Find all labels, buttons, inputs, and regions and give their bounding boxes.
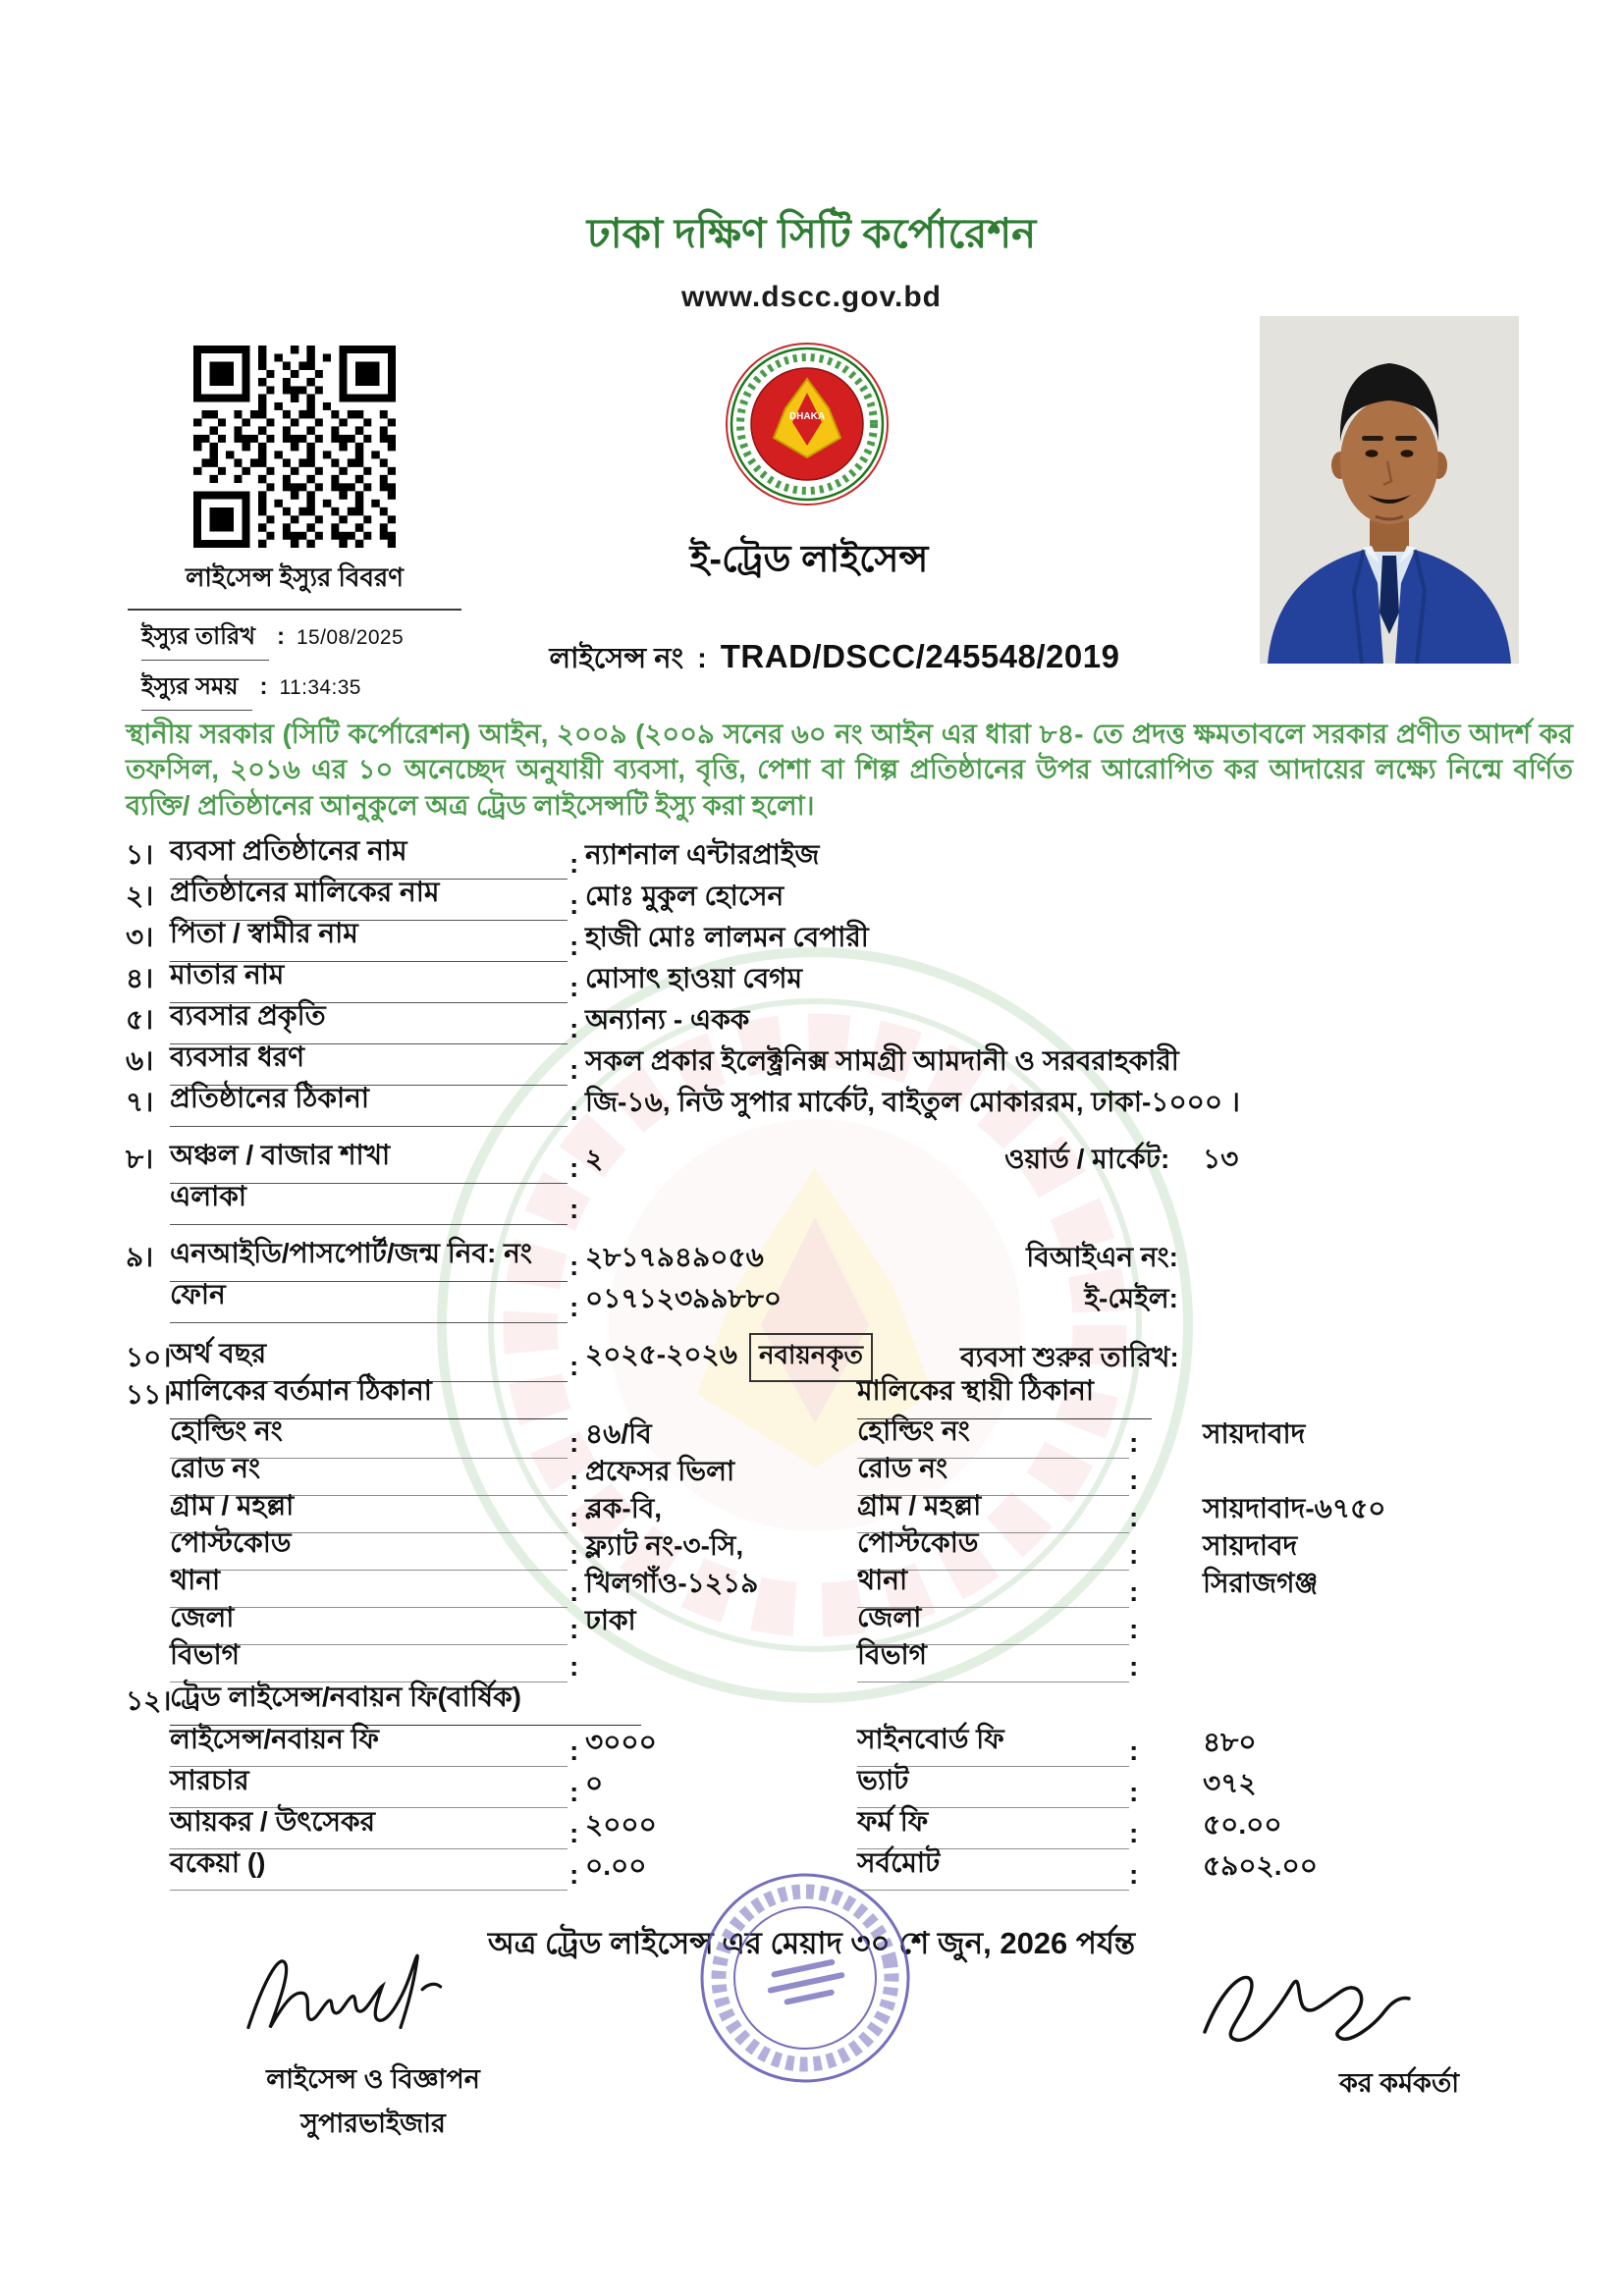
field-label: মাতার নাম bbox=[170, 953, 568, 1003]
fee-value: ৪৮০ bbox=[1203, 1727, 1257, 1757]
fee-label: সর্বমোট bbox=[857, 1842, 1129, 1891]
colon-separator: : bbox=[569, 1013, 579, 1043]
field-value: হাজী মোঃ লালমন বেপারী bbox=[585, 922, 869, 952]
colon-separator: : bbox=[569, 1251, 579, 1281]
field-label: পিতা / স্বামীর নাম bbox=[170, 912, 568, 962]
field-number: ৩। bbox=[126, 922, 154, 952]
field-number: ৯। bbox=[126, 1242, 154, 1272]
license-no-label: লাইসেন্স নং bbox=[549, 643, 684, 674]
field-label: ব্যবসা প্রতিষ্ঠানের নাম bbox=[170, 829, 568, 880]
address-present-value: ব্লক-বি, bbox=[585, 1493, 663, 1523]
address-label: পোস্টকোড bbox=[857, 1522, 1129, 1571]
field-number: ১০। bbox=[126, 1342, 172, 1372]
tax-officer-signature-label: কর কর্মকর্তা bbox=[1338, 2068, 1460, 2098]
issue-date-label: ইস্যুর তারিখ bbox=[141, 618, 269, 661]
colon-separator: : bbox=[569, 1427, 579, 1458]
field-number: ৬। bbox=[126, 1045, 154, 1076]
website-link[interactable]: www.dscc.gov.bd bbox=[680, 281, 943, 313]
address-label: গ্রাম / মহল্লা bbox=[857, 1484, 1129, 1533]
colon-separator: : bbox=[276, 623, 285, 650]
address-label: জেলা bbox=[857, 1596, 1129, 1645]
qr-code-icon bbox=[193, 346, 396, 548]
address-label: থানা bbox=[857, 1559, 1129, 1608]
email-label bbox=[990, 1277, 1178, 1323]
address-label: বিভাগ bbox=[857, 1633, 1129, 1682]
official-stamp bbox=[692, 1865, 918, 2091]
address-label: পোস্টকোড bbox=[170, 1522, 568, 1571]
colon-separator: : bbox=[569, 1539, 579, 1570]
address-label: রোড নং bbox=[857, 1447, 1129, 1496]
issue-time-value: 11:34:35 bbox=[279, 676, 361, 699]
address-label: হোল্ডিং নং bbox=[857, 1410, 1129, 1459]
address-label: থানা bbox=[170, 1559, 568, 1608]
colon-separator: : bbox=[569, 1735, 579, 1766]
nid-value: ২৮১৭৯৪৯০৫৬ bbox=[585, 1242, 764, 1272]
colon-separator: : bbox=[569, 972, 579, 1002]
fiscal-year-label: অর্থ বছর bbox=[170, 1332, 568, 1382]
field-number: ১। bbox=[126, 839, 154, 870]
colon-separator: : bbox=[569, 848, 579, 879]
address-present-value: খিলগাঁও-১২১৯ bbox=[585, 1568, 759, 1598]
colon-separator: : bbox=[569, 1292, 579, 1322]
colon-separator: : bbox=[1169, 1342, 1179, 1372]
fee-value: ২০০০ bbox=[585, 1809, 657, 1840]
colon-separator: : bbox=[1129, 1576, 1139, 1607]
phone-value: ০১৭১২৩৯৯৮৮০ bbox=[585, 1283, 783, 1313]
supervisor-signature-label: লাইসেন্স ও বিজ্ঞাপন সুপারভাইজার bbox=[266, 2064, 480, 2138]
fee-value: ০ bbox=[585, 1768, 604, 1798]
issue-time-label: ইস্যুর সময় bbox=[141, 668, 252, 711]
address-permanent-value: সায়দাবাদ-৬৭৫০ bbox=[1203, 1493, 1386, 1523]
fee-value: ০.০০ bbox=[585, 1850, 647, 1881]
colon-separator: : bbox=[1129, 1818, 1139, 1848]
colon-separator: : bbox=[569, 1054, 579, 1085]
colon-separator: : bbox=[569, 931, 579, 961]
field-row-phone bbox=[126, 1279, 1530, 1329]
owner-photo bbox=[1260, 316, 1519, 664]
field-number: ৭। bbox=[126, 1087, 154, 1117]
address-permanent-value: সায়দাবাদ bbox=[1203, 1418, 1306, 1449]
field-number: ১২। bbox=[126, 1685, 172, 1716]
address-label: রোড নং bbox=[170, 1447, 568, 1496]
field-value: জি-১৬, নিউ সুপার মার্কেট, বাইতুল মোকাররম, ঢাকা-১০০০ । bbox=[585, 1087, 1240, 1117]
colon-separator: : bbox=[1168, 1242, 1178, 1272]
bin-label-text: বিআইএন নং bbox=[1026, 1242, 1169, 1272]
colon-separator: : bbox=[569, 1818, 579, 1848]
fee-value: ৩৭২ bbox=[1203, 1768, 1257, 1798]
area-label: এলাকা bbox=[170, 1175, 568, 1225]
colon-separator: : bbox=[1129, 1427, 1139, 1458]
qr-caption: লাইসেন্স ইস্যুর বিবরণ bbox=[128, 548, 461, 611]
address-label: হোল্ডিং নং bbox=[170, 1410, 568, 1459]
renewal-badge: নবায়নকৃত bbox=[749, 1333, 873, 1382]
address-permanent-value: সায়দাবদ bbox=[1203, 1530, 1298, 1561]
field-value: অন্যান্য - একক bbox=[585, 1004, 750, 1035]
doc-title: ই-ট্রেড লাইসেন্স bbox=[689, 539, 929, 580]
fiscal-year-text: ২০২৫-২০২৬ bbox=[585, 1339, 737, 1369]
colon-separator: : bbox=[569, 1194, 579, 1224]
issue-date-value: 15/08/2025 bbox=[296, 626, 405, 649]
fee-value: ৩০০০ bbox=[585, 1727, 657, 1757]
permanent-address-title: মালিকের স্থায়ী ঠিকানা bbox=[857, 1369, 1152, 1419]
address-present-value: প্রফেসর ভিলা bbox=[585, 1456, 735, 1486]
svg-text:DHAKA: DHAKA bbox=[788, 411, 826, 422]
ward-value: ১৩ bbox=[1203, 1144, 1239, 1174]
fee-label: সারচার bbox=[170, 1759, 568, 1808]
fee-label: লাইসেন্স/নবায়ন ফি bbox=[170, 1718, 568, 1767]
zone-value: ২ bbox=[585, 1144, 604, 1174]
field-label: ব্যবসার ধরণ bbox=[170, 1036, 568, 1086]
colon-separator: : bbox=[569, 1576, 579, 1607]
colon-separator: : bbox=[569, 1859, 579, 1890]
address-label: জেলা bbox=[170, 1596, 568, 1645]
field-number: ৮। bbox=[126, 1144, 154, 1174]
colon-separator: : bbox=[569, 1152, 579, 1183]
address-permanent-value: সিরাজগঞ্জ bbox=[1203, 1568, 1319, 1598]
org-title: ঢাকা দক্ষিণ সিটি কর্পোরেশন bbox=[586, 210, 1037, 256]
fee-label: ফর্ম ফি bbox=[857, 1800, 1129, 1849]
fee-section-title: ট্রেড লাইসেন্স/নবায়ন ফি(বার্ষিক) bbox=[170, 1676, 641, 1726]
field-label: প্রতিষ্ঠানের মালিকের নাম bbox=[170, 871, 568, 921]
fee-label: আয়কর / উৎসেকর bbox=[170, 1800, 568, 1849]
tax-officer-signature bbox=[1193, 1953, 1419, 2061]
field-number: ৪। bbox=[126, 963, 154, 993]
nid-label: এনআইডি/পাসপোর্ট/জন্ম নিব: নং bbox=[170, 1232, 568, 1282]
field-number: ৫। bbox=[126, 1004, 154, 1035]
dscc-emblem-logo bbox=[725, 342, 890, 507]
colon-separator: : bbox=[569, 1651, 579, 1682]
fee-value: ৫৯০২.০০ bbox=[1203, 1850, 1318, 1881]
field-value: ন্যাশনাল এন্টারপ্রাইজ bbox=[585, 839, 820, 870]
field-number: ১১। bbox=[126, 1379, 172, 1410]
license-fields bbox=[126, 835, 1530, 1896]
field-row-business-address bbox=[126, 1083, 1530, 1133]
field-row-area bbox=[126, 1181, 1530, 1231]
colon-separator: : bbox=[1129, 1735, 1139, 1766]
field-label: প্রতিষ্ঠানের ঠিকানা bbox=[170, 1077, 568, 1127]
colon-separator: : bbox=[1168, 1283, 1178, 1313]
colon-separator: : bbox=[569, 1502, 579, 1532]
field-label: ব্যবসার প্রকৃতি bbox=[170, 994, 568, 1044]
email-label-text: ই-মেইল bbox=[1084, 1283, 1169, 1313]
colon-separator: : bbox=[1129, 1502, 1139, 1532]
validity-note: অত্র ট্রেড লাইসেন্স এর মেয়াদ ৩০ শে জুন, 2026 পর্যন্ত bbox=[487, 1926, 1136, 1960]
bin-label bbox=[990, 1236, 1178, 1282]
intro-paragraph: স্থানীয় সরকার (সিটি কর্পোরেশন) আইন, ২০০৯ (২০০৯ সনের ৬০ নং আইন এর ধারা ৮৪- তে প্রদত্ত ক্ষমতাবলে সরকার প্রণীত আদর্শ কর তফসিল, ২০১৬ এর ১০ অনেচ্ছেদ অনুযায়ী ব্যবসা, বৃত্তি, পেশা বা শিল্প প্রতিষ্ঠানের উপর আরোপিত কর আদায়ের লক্ষ্যে নিন্মে বর্ণিত ব্যক্তি/ প্রতিষ্ঠানের আনুকুলে অত্র ট্রেড লাইসেন্সটি ইস্যু করা হলো। bbox=[126, 719, 1573, 821]
field-number: ২। bbox=[126, 881, 154, 911]
field-value: মোসাৎ হাওয়া বেগম bbox=[585, 963, 803, 993]
colon-separator: : bbox=[569, 1614, 579, 1644]
fee-label: ভ্যাট bbox=[857, 1759, 1129, 1808]
colon-separator: : bbox=[1160, 1144, 1170, 1174]
colon-separator: : bbox=[569, 1095, 579, 1126]
colon-separator: : bbox=[697, 643, 707, 674]
present-address-title: মালিকের বর্তমান ঠিকানা bbox=[170, 1369, 568, 1419]
fiscal-year-value bbox=[585, 1333, 873, 1382]
fee-value: ৫০.০০ bbox=[1203, 1809, 1282, 1840]
field-label: অঞ্চল / বাজার শাখা bbox=[170, 1134, 568, 1184]
colon-separator: : bbox=[569, 1777, 579, 1807]
fee-label: সাইনবোর্ড ফি bbox=[857, 1718, 1129, 1767]
colon-separator: : bbox=[569, 1351, 579, 1381]
license-number-line bbox=[491, 636, 1178, 684]
license-no-value: TRAD/DSCC/245548/2019 bbox=[720, 638, 1120, 674]
colon-separator: : bbox=[1129, 1859, 1139, 1890]
colon-separator: : bbox=[569, 1465, 579, 1495]
issue-date-row bbox=[128, 611, 461, 661]
field-value: মোঃ মুকুল হোসেন bbox=[585, 881, 784, 911]
colon-separator: : bbox=[1129, 1651, 1139, 1682]
colon-separator: : bbox=[569, 889, 579, 920]
address-present-value: ৪৬/বি bbox=[585, 1418, 652, 1449]
field-value: সকল প্রকার ইলেক্ট্রনিক্স সামগ্রী আমদানী ও সরবরাহকারী bbox=[585, 1045, 1179, 1076]
ward-label bbox=[1004, 1138, 1169, 1184]
colon-separator: : bbox=[1129, 1465, 1139, 1495]
fee-label: বকেয়া () bbox=[170, 1842, 568, 1891]
phone-label: ফোন bbox=[170, 1273, 568, 1323]
address-present-value: ফ্ল্যাট নং-৩-সি, bbox=[585, 1530, 744, 1561]
colon-separator: : bbox=[1129, 1614, 1139, 1644]
issue-info-block bbox=[128, 346, 461, 711]
colon-separator: : bbox=[1129, 1777, 1139, 1807]
address-label: গ্রাম / মহল্লা bbox=[170, 1484, 568, 1533]
supervisor-signature bbox=[221, 1939, 486, 2056]
business-start-label-text: ব্যবসা শুরুর তারিখ bbox=[960, 1342, 1170, 1372]
ward-label-text: ওয়ার্ড / মার্কেট bbox=[1004, 1144, 1161, 1174]
issue-time-row bbox=[128, 661, 461, 711]
address-label: বিভাগ bbox=[170, 1633, 568, 1682]
colon-separator: : bbox=[259, 673, 268, 700]
colon-separator: : bbox=[1129, 1539, 1139, 1570]
address-present-value: ঢাকা bbox=[585, 1605, 636, 1635]
